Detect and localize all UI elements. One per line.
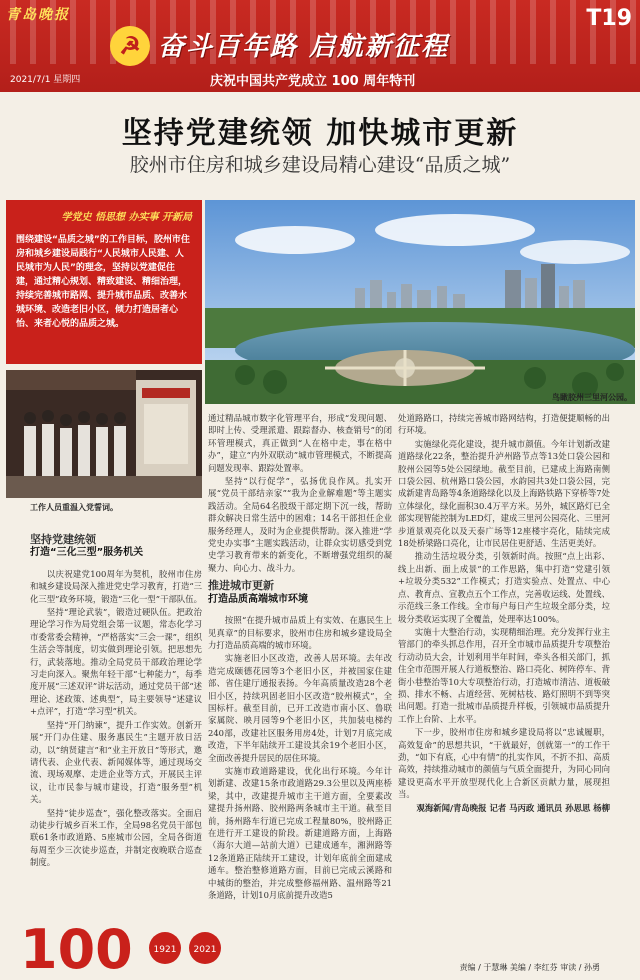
column-1 xyxy=(30,532,202,870)
section-1-subtitle: 打造“三化三型”服务机关 xyxy=(30,547,144,559)
section-1-title: 坚持党建统领 xyxy=(30,533,96,546)
intro-box xyxy=(6,200,202,364)
centennial-number: 100 xyxy=(20,918,133,980)
paragraph: 实施市政道路建设，优化出行环境。今年计划新建、改建15条市政道路29.3公里以及两座桥梁，其中，改建提升城市主干道方面，全要素改建提升扬州路、胶州路两条城市主干道。截至目前，扬州路车行道已完成工程量80%，胶州路正在进行开工建设的阶段。新建道路方面，上海路（海尔大道—站前大道）已建成通车，湘洲路等12条道路正陆续开工建设，计划年底前全面建成通车。整治整修道路方面，目前已完成云溪路和中城街的整治，并完成整修福州路、温州路等21条道路，计划10月底前提升改造5 xyxy=(208,765,392,901)
paragraph: 坚持“以行促学”，弘扬优良作风。扎实开展“党员干部结亲家”“我为企业解难题”等主题实践活动。全局64名股级干部定期下沉一线，帮助群众解决日常生活中的困难；14名干部担任企业服务经理人，及时为企业提供帮助。深入推进“学党史办实事”主题实践活动，让群众实切感受到党史学习教育带来的新变化，不断增强党组织的凝聚力、向心力、战斗力。 xyxy=(208,476,392,573)
small-photo-caption: 工作人员重温入党誓词。 xyxy=(30,503,118,512)
park-aerial-illustration xyxy=(205,200,635,404)
party-emblem-icon: ☭ xyxy=(110,26,150,66)
intro-kicker: 学党史 悟思想 办实事 开新局 xyxy=(61,212,192,223)
year-end: 2021 xyxy=(193,945,217,955)
paragraph: 推动生活垃圾分类，引领新时尚。按照“点上出彩、线上出新、面上成景”的工作思路，集中打造“党建引领+垃圾分类532”工作模式；打造实验点、处置点、中心点、教育点、宣教点五个工作点，完善收运线、处置线、示范线三条工作线。全市每户每日产生垃圾全部分类，垃圾分类收运实现了全覆盖，处理率达100%。 xyxy=(398,551,610,624)
oath-illustration xyxy=(6,370,202,498)
article-headline: 坚持党建统领 加快城市更新 xyxy=(121,116,519,151)
banner-slogan: 奋斗百年路 启航新征程 xyxy=(158,32,450,62)
column-2 xyxy=(208,412,392,902)
paragraph: 实施绿化亮化建设，提升城市颜值。今年计划新改建道路绿化22条，整治提升泸州路节点等13处口袋公园和胶州公园等5处公园绿地。截至目前，已建成上海路南侧口袋公园、杭州路口袋公园，水韵园共3处口袋公园，完成新建青岛路等4条道路绿化以及上海路铁路下穿桥等7处立体绿化，绿化面积30.4万平方米。另外，城区路灯已全部实现智能控制为LED灯，建成三里河公园亮化、三里河步道景观亮化以及天泰广场等12座楼宇亮化，陆续完成18处桥梁路口亮化，让市民居住更舒适、生活更美好。 xyxy=(398,438,610,549)
intro-text: 围绕建设“品质之城”的工作目标，胶州市住房和城乡建设局践行“人民城市人民建、人民城市为人民”的理念，坚持以党建促住建，通过精心规划、精致建设、精细治理，持续完善城市路网、提升城市品质、改善水城环境、改造老旧小区，倾力打造居者心怡、来者心悦的品质之城。 xyxy=(16,235,190,329)
issue-date: 2021/7/1 星期四 xyxy=(10,75,81,85)
column-3 xyxy=(398,412,610,814)
article-byline: 观海新闻/青岛晚报 记者 马丙政 通讯员 孙思思 杨柳 xyxy=(416,802,610,813)
centennial-logo xyxy=(0,908,240,980)
section-2-title: 推进城市更新 xyxy=(208,579,274,593)
editor-credits: 责编 / 于慧琳 美编 / 李红芬 审读 / 孙勇 xyxy=(459,963,600,972)
main-photo-caption: 鸟瞰胶州三里河公园。 xyxy=(552,393,632,402)
newspaper-logo: 青岛晚报 xyxy=(6,7,70,23)
paragraph: 坚持“开门纳谏”，提升工作实效。创新开展“开门办住建、服务惠民生”主题开放日活动，以“纳贤建言”和“业主开放日”等形式，邀请代表、企业代表、新闻媒体等，通过现场交流、现场观摩、走进企业等方式，开展民主评议，让市民参与城市建设，打造“服务型”机关。 xyxy=(30,719,202,805)
year-start: 1921 xyxy=(153,945,177,955)
page-number: T19 xyxy=(586,6,632,31)
paragraph: 下一步，胶州市住房和城乡建设局将以“忠诚履职，高效复命”的思想共识，“干就最好，创就第一”的工作干劲，“如下有底，心中有情”的扎实作风，不折不扣、高质高效，持续推动城市的颜值与气质全面提升，为同心同向建设更高水平开放型现代化上合新区贡献力量，展现担当。 xyxy=(398,727,610,800)
paragraph: 以庆祝建党100周年为契机，胶州市住房和城乡建设局深入推进党史学习教育，打造“三化三型”政务环境，锻造“三化一型”干部队伍。 xyxy=(30,568,202,604)
article-subhead: 胶州市住房和城乡建设局精心建设“品质之城” xyxy=(129,154,511,176)
paragraph: 坚持“理论武装”，锻造过硬队伍。把政治理论学习作为局党组会第一议题，常态化学习市委常委会精神，“严格落实”三会一课”，组织生活会等制度，切实做到理论引领。把思想先行，武装落地。推动全局党员干部政治理论学习走向深入。聚焦年轻干部“七种能力”，每季度开展“三述双评”讲坛活动，通过党员干部“述理论、述政策、述典型”，局主要领导“述建议+点评”，打造“学习型”机关。 xyxy=(30,607,202,717)
oath-photo xyxy=(6,370,202,498)
paragraph: 按照“在提升城市品质上有实效、在惠民生上见真章”的目标要求，胶州市住房和城乡建设局全力打造品质高端的城市环境。 xyxy=(208,615,392,650)
paragraph: 实施老旧小区改造，改善人居环境。去年改造完成颐德花园等3个老旧小区，并被国家住建部、省住建厅通报表扬。今年高质量改造28个老旧小区，持续巩固老旧小区改造“胶州模式”，全国标杆。截至目前，已开工改造市南小区、鲁联家属院、映月园等9个老旧小区，共加装电梯约240部，改建社区服务用房4处，计划7月底完成改造，下半年陆续开工建设其余19个老旧小区，全面改善提升居民的居住环境。 xyxy=(208,653,392,763)
paragraph: 处道路路口，持续完善城市路网结构，打造便捷顺畅的出行环境。 xyxy=(398,413,610,436)
special-banner xyxy=(0,0,640,92)
park-aerial-photo xyxy=(205,200,635,404)
special-edition-title: 庆祝中国共产党成立 100 周年特刊 xyxy=(210,74,416,89)
paragraph: 通过精品城市数字化管理平台，形成“发现问题、即时上传、受理派遣、跟踪督办、核查销号”的闭环管理模式，真正做到“人在格中走，事在格中办”，建立“内外双联动”城市管理模式，不断提高问题发现率、跟踪处置率。 xyxy=(208,413,392,473)
section-2-subtitle: 打造品质高端城市环境 xyxy=(208,593,308,605)
centennial-emblem xyxy=(0,908,240,980)
paragraph: 坚持“徒步巡查”，强化整改落实。全面启动徒步行城乡百米工作，全局98名党员干部包联61条市政道路、5座城市公园，全局各街道每周至少三次徒步巡查，并制定夜晚联合巡查制度。 xyxy=(30,807,202,868)
paragraph: 实施十大整治行动，实现精细治理。充分发挥行业主管部门的牵头抓总作用，召开全市城市品质提升专项整治行动动员大会，计划利用半年时间，牵头各相关部门，抓住全市范围开展人行道板整治、路口亮化、树阵停车、背街小巷整治等10大专项整治行动，打造城市清洁、道板破损、排水不畅、占道经营、死树枯枝、路灯照明不到等突出问题。打造一批城市品质提升样板，引领城市品质提升工作上台阶、上水平。 xyxy=(398,626,610,724)
